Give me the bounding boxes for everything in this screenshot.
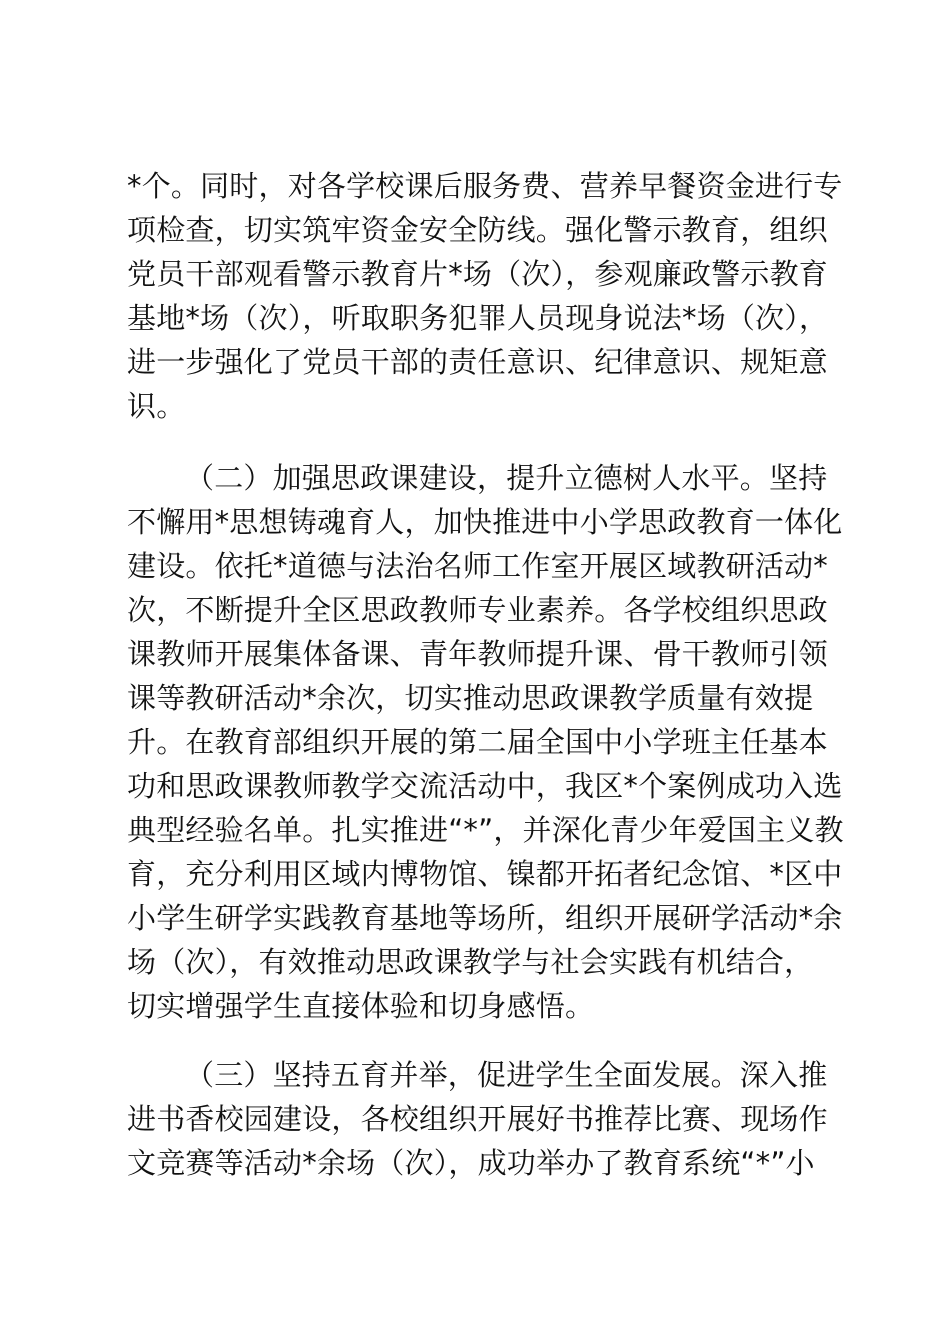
paragraph-line: 课等教研活动*余次，切实推动思政课教学质量有效提 <box>127 681 814 715</box>
paragraph-line: 小学生研学实践教育基地等场所，组织开展研学活动*余 <box>127 901 843 935</box>
paragraph-line: 基地*场（次），听取职务犯罪人员现身说法*场（次）， <box>127 301 829 335</box>
paragraph-line: 项检查，切实筑牢资金安全防线。强化警示教育，组织 <box>127 213 828 247</box>
paragraph-line: 功和思政课教师教学交流活动中，我区*个案例成功入选 <box>127 769 843 803</box>
paragraph-line: （三）坚持五育并举，促进学生全面发展。深入推 <box>185 1058 828 1092</box>
paragraph-line: 不懈用*思想铸魂育人，加快推进中小学思政教育一体化 <box>127 505 843 539</box>
paragraph-line: 切实增强学生直接体验和切身感悟。 <box>127 989 595 1023</box>
paragraph-line: （二）加强思政课建设，提升立德树人水平。坚持 <box>185 461 828 495</box>
paragraph-line: *个。同时，对各学校课后服务费、营养早餐资金进行专 <box>127 169 843 203</box>
paragraph-line: 次，不断提升全区思政教师专业素养。各学校组织思政 <box>127 593 828 627</box>
paragraph-line: 识。 <box>127 389 186 423</box>
paragraph-line: 文竞赛等活动*余场（次），成功举办了教育系统“*”小 <box>127 1146 815 1180</box>
paragraph-line: 建设。依托*道德与法治名师工作室开展区域教研活动* <box>127 549 829 583</box>
paragraph-line: 课教师开展集体备课、青年教师提升课、骨干教师引领 <box>127 637 828 671</box>
paragraph-line: 进书香校园建设，各校组织开展好书推荐比赛、现场作 <box>127 1102 828 1136</box>
paragraph-line: 场（次），有效推动思政课教学与社会实践有机结合， <box>127 945 814 979</box>
paragraph-line: 党员干部观看警示教育片*场（次），参观廉政警示教育 <box>127 257 829 291</box>
paragraph-line: 进一步强化了党员干部的责任意识、纪律意识、规矩意 <box>127 345 828 379</box>
paragraph-line: 典型经验名单。扎实推进“*”，并深化青少年爱国主义教 <box>127 813 844 847</box>
paragraph-line: 升。在教育部组织开展的第二届全国中小学班主任基本 <box>127 725 828 759</box>
paragraph-line: 育，充分利用区域内博物馆、镍都开拓者纪念馆、*区中 <box>127 857 843 891</box>
